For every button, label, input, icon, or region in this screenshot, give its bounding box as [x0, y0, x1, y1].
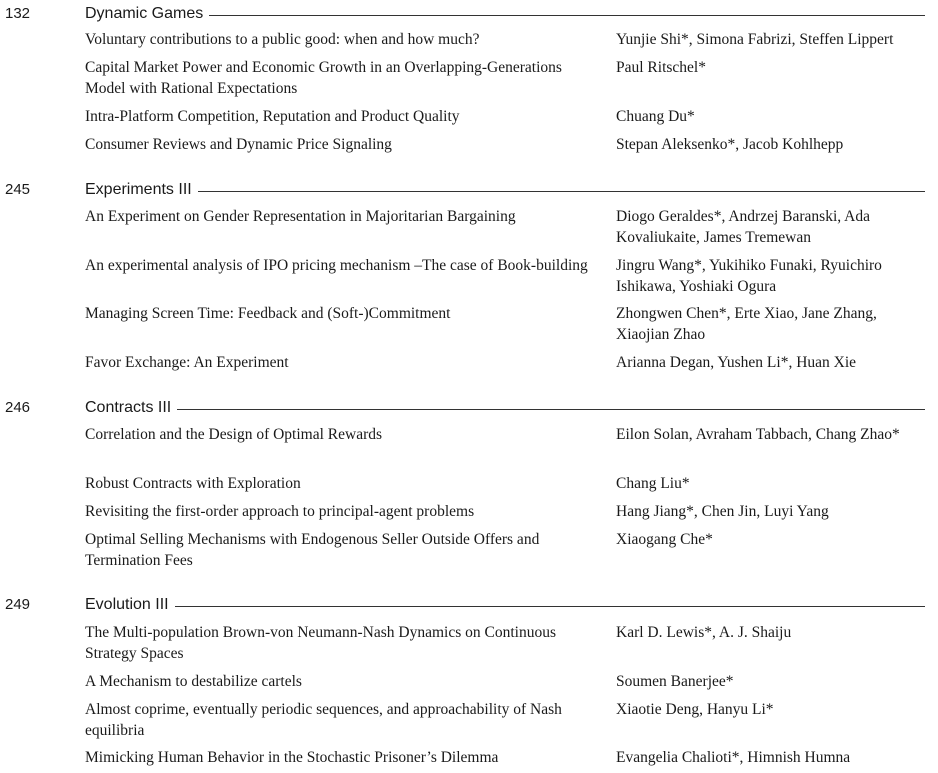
- paper-authors: Yunjie Shi*, Simona Fabrizi, Steffen Lippert: [616, 31, 894, 48]
- session-divider: [198, 191, 925, 192]
- paper-authors: Jingru Wang*, Yukihiko Funaki, Ryuichiro Ishikawa, Yoshiaki Ogura: [616, 257, 882, 295]
- session-title: Evolution III: [85, 596, 169, 613]
- session-title: Dynamic Games: [85, 5, 204, 22]
- paper-authors: Hang Jiang*, Chen Jin, Luyi Yang: [616, 503, 829, 520]
- session-block: [0, 2, 938, 24]
- session-divider: [177, 409, 925, 410]
- paper-title: Managing Screen Time: Feedback and (Soft-)Commitment: [85, 305, 451, 322]
- session-room: 245: [5, 181, 31, 198]
- session-room: 246: [5, 399, 31, 416]
- paper-authors: Soumen Banerjee*: [616, 673, 734, 690]
- session-divider: [175, 606, 925, 607]
- paper-title: An experimental analysis of IPO pricing mechanism –The case of Book-building: [85, 257, 588, 274]
- paper-title: Capital Market Power and Economic Growth in an Overlapping-Generations Model with Rational Expectations: [85, 59, 562, 97]
- paper-authors: Arianna Degan, Yushen Li*, Huan Xie: [616, 354, 857, 371]
- paper-title: Correlation and the Design of Optimal Rewards: [85, 426, 383, 443]
- session-title: Contracts III: [85, 399, 172, 416]
- session-header: [0, 178, 938, 200]
- paper-authors: Paul Ritschel*: [616, 59, 706, 76]
- session-block: [0, 396, 938, 418]
- paper-title: Consumer Reviews and Dynamic Price Signaling: [85, 136, 392, 153]
- paper-title: Voluntary contributions to a public good: when and how much?: [85, 31, 480, 48]
- paper-title: A Mechanism to destabilize cartels: [85, 673, 302, 690]
- session-divider: [209, 15, 925, 16]
- session-block: [0, 178, 938, 200]
- paper-authors: Evangelia Chalioti*, Himnish Humna: [616, 749, 851, 766]
- paper-title: Intra-Platform Competition, Reputation and Product Quality: [85, 108, 460, 125]
- paper-authors: Zhongwen Chen*, Erte Xiao, Jane Zhang, Xiaojian Zhao: [616, 305, 877, 343]
- session-header: [0, 396, 938, 418]
- paper-authors: Stepan Aleksenko*, Jacob Kohlhepp: [616, 136, 844, 153]
- paper-title: Mimicking Human Behavior in the Stochastic Prisoner’s Dilemma: [85, 749, 499, 766]
- paper-authors: Xiaogang Che*: [616, 531, 713, 548]
- paper-authors: Chuang Du*: [616, 108, 695, 125]
- session-block: [0, 593, 938, 615]
- paper-title: An Experiment on Gender Representation in Majoritarian Bargaining: [85, 208, 516, 225]
- paper-title: Robust Contracts with Exploration: [85, 475, 301, 492]
- paper-title: The Multi-population Brown-von Neumann-Nash Dynamics on Continuous Strategy Spaces: [85, 624, 556, 662]
- paper-authors: Eilon Solan, Avraham Tabbach, Chang Zhao*: [616, 426, 900, 443]
- paper-title: Almost coprime, eventually periodic sequences, and approachability of Nash equilibria: [85, 701, 562, 739]
- session-header: [0, 2, 938, 24]
- paper-title: Favor Exchange: An Experiment: [85, 354, 289, 371]
- paper-authors: Chang Liu*: [616, 475, 690, 492]
- session-title: Experiments III: [85, 181, 192, 198]
- paper-title: Revisiting the first-order approach to principal-agent problems: [85, 503, 475, 520]
- session-room: 132: [5, 5, 31, 22]
- paper-authors: Karl D. Lewis*, A. J. Shaiju: [616, 624, 792, 641]
- paper-authors: Diogo Geraldes*, Andrzej Baranski, Ada Kovaliukaite, James Tremewan: [616, 208, 870, 246]
- paper-authors: Xiaotie Deng, Hanyu Li*: [616, 701, 774, 718]
- session-header: [0, 593, 938, 615]
- session-room: 249: [5, 596, 31, 613]
- paper-title: Optimal Selling Mechanisms with Endogenous Seller Outside Offers and Termination Fees: [85, 531, 540, 569]
